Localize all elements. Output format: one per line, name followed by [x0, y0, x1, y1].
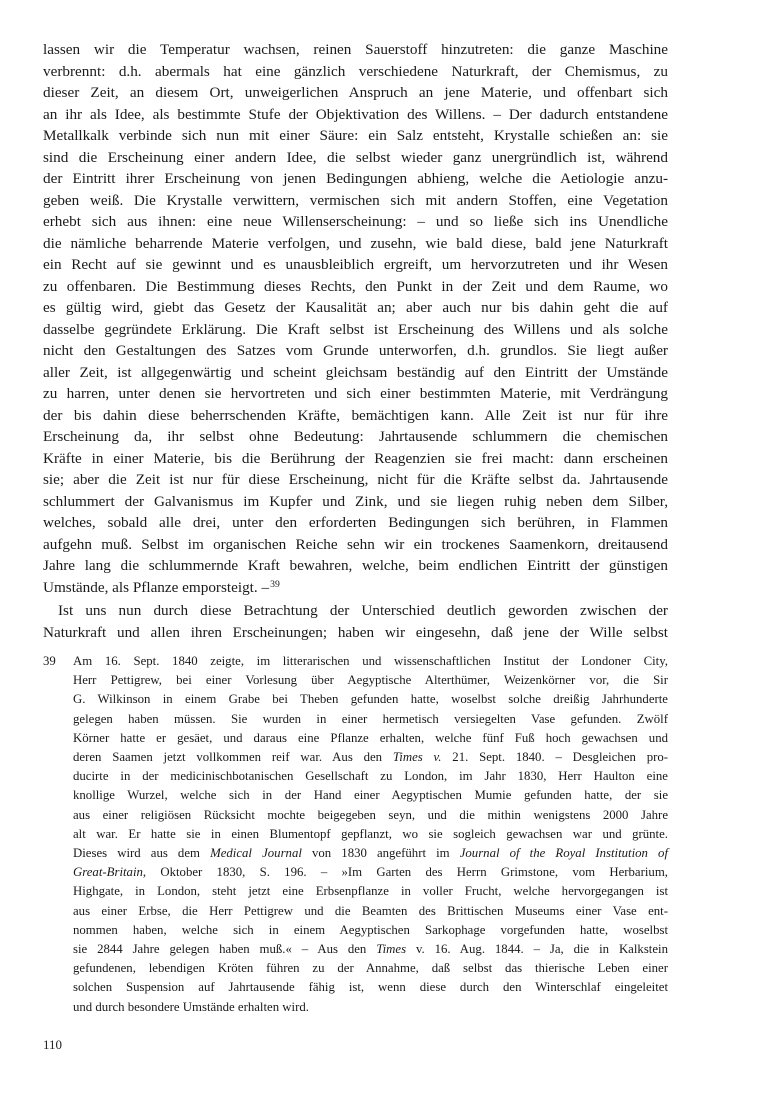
text-segment: G. Wilkinson in einem Grabe bei Theben gefunden hatte, woselbst solche dreißig Jahrhunderte [73, 692, 668, 707]
text-line [43, 190, 668, 212]
text-line [43, 555, 668, 577]
text-segment: Jahre lang die schlummernde Kraft bewahren, welche, beim endlichen Eintritt der günstigen [43, 557, 668, 574]
text-segment: erhebt sich aus ihnen: eine neue Willenserscheinung: – und so ließe sich ins Unendliche [43, 213, 668, 230]
text-segment: und durch besondere Umstände erhalten wird. [73, 999, 309, 1014]
text-line [73, 729, 668, 748]
text-segment: nommen haben, welche sich in einem Aegyptischen Sarkophage vorgefunden hatte, woselbst [73, 922, 668, 937]
text-segment: Highgate, in London, steht jetzt eine Erbsenpflanze in voller Frucht, welche hervorgegangen ist [73, 884, 668, 899]
text-segment: Herr Pettigrew, bei einer Vorlesung über Aegyptische Alterthümer, Weizenkörner vor, die Sir [73, 673, 668, 688]
text-segment: verbrennt: d.h. abermals hat eine gänzlich verschiedene Naturkraft, der Chemismus, zu [43, 62, 668, 80]
text-line [73, 748, 668, 767]
text-line [73, 767, 668, 786]
text-line [43, 448, 668, 470]
text-line [43, 297, 668, 319]
text-segment: zu harren, unter denen sie hervortreten und sich einer bestimmten Materie, mit Verdrängung [43, 385, 668, 402]
text-line [73, 902, 668, 921]
text-line [73, 959, 668, 978]
text-segment: welches, sobald alle drei, unter den erforderten Bedingungen sich berühren, in Flammen [43, 514, 668, 531]
text-line [73, 844, 668, 863]
text-segment: Kräfte in einer Materie, bis die Berührung der Reagenzien sie frei macht: dann erscheinen [43, 449, 668, 467]
text-segment: aus einer religiösen Rücksicht mochte beigegeben seyn, und die mithin wenigstens 2000 Jahre [73, 807, 668, 822]
text-line [43, 233, 668, 255]
text-segment: Körner hatte er gesäet, und daraus eine Pflanze erhalten, welche fünf Fuß hoch gewachsen und [73, 730, 668, 745]
text-line [43, 104, 668, 126]
text-segment: Dieses wird aus dem [73, 846, 211, 861]
text-line [73, 671, 668, 690]
text-line [43, 340, 668, 362]
text-segment: es gültig wird, giebt das Gesetz der Kausalität an; aber auch nur bis dahin geht die auf [43, 299, 668, 316]
text-line [43, 405, 668, 427]
text-segment: ducirte in der medicinischbotanischen Gesellschaft zu London, im Jahr 1830, Herr Haulton eine [73, 769, 668, 784]
text-line [73, 690, 668, 709]
text-segment: 21. Sept. 1840. – Desgleichen pro- [441, 750, 669, 765]
text-line [43, 512, 668, 534]
text-segment: aufgehn muß. Selbst im organischen Reiche sehn wir ein trockenes Saamenkorn, dreitausend [43, 535, 668, 553]
text-segment: dieser Zeit, an diesem Ort, unweigerlichen Anspruch an jene Materie, und offenbart sich [43, 84, 668, 101]
text-segment: sind die Erscheinung einer andern Idee, die selbst wieder ganz unergründlich ist, während [43, 148, 668, 166]
text-segment: alt war. Er hatte sie in einen Blumentopf gepflanzt, wo sie sogleich gewachsen war und grünte. [73, 826, 668, 841]
text-line [73, 806, 668, 825]
text-line [43, 254, 668, 276]
text-segment: der bis dahin diese beherrschenden Kräfte, bemächtigen kann. Alle Zeit ist nur für ihre [43, 406, 668, 424]
text-segment: sie 2844 Jahre gelegen haben muß.« – Aus den [73, 942, 377, 957]
text-segment: an ihr als Idee, als bestimmte Stufe der Objektivation des Willens. – Der dadurch entstandene [43, 105, 668, 123]
text-segment: sie; aber die Zeit ist nur für diese Erscheinung, nicht für die Kräfte selbst da. Jahrtausende [43, 471, 668, 488]
footnote-section [43, 652, 668, 1017]
text-segment: zu offenbaren. Die Bestimmung dieses Rechts, den Punkt in der Zeit und dem Raume, wo [43, 277, 668, 295]
text-segment: der Eintritt ihrer Erscheinung von jenen Bedingungen abhieng, welche die Aetiologie anzu- [43, 170, 668, 187]
text-segment: aller Zeit, ist allgegenwärtig und scheint gleichsam beständig auf den Eintritt der Umstände [43, 363, 668, 381]
text-line [73, 710, 668, 729]
paragraph-main [43, 39, 668, 600]
text-segment: deren Saamen jetzt vollkommen reif war. Aus den [73, 750, 393, 765]
text-line [43, 147, 668, 169]
text-line [43, 39, 668, 61]
text-segment: Times [376, 942, 407, 957]
text-line [73, 652, 668, 671]
text-segment: Times v. [392, 750, 442, 765]
page-number: 110 [43, 1037, 63, 1052]
text-segment: , Oktober 1830, S. 196. – »Im Garten des Herrn Grimstone, vom Herbarium, [142, 865, 668, 880]
text-line [73, 863, 668, 882]
text-line [43, 469, 668, 491]
text-segment: nicht den Gestaltungen des Satzes vom Grunde unterworfen, d.h. grundlos. Sie liegt außer [43, 342, 668, 359]
text-segment: Erscheinung da, ihr selbst ohne Bedeutung: Jahrtausende schlummern die chemischen [43, 428, 668, 445]
text-segment: die nämliche beharrende Materie verfolgen, und zusehn, wie bald diese, bald jene Naturkraft [43, 234, 668, 252]
text-segment: aus einer Erbse, die Herr Pettigrew und die Beamten des Brittischen Museums einer Vase ent- [73, 903, 668, 918]
text-line [43, 125, 668, 147]
text-segment: Journal of the Royal Institution of [459, 846, 669, 861]
text-segment: Medical Journal [210, 846, 302, 861]
text-line [43, 491, 668, 513]
text-segment: Ist uns nun durch diese Betrachtung der Unterschied deutlich geworden zwischen der [58, 602, 668, 619]
text-line [43, 211, 668, 233]
text-segment: Naturkraft und allen ihren Erscheinungen; haben wir eingesehn, daß jene der Wille selbst [43, 623, 668, 641]
text-line [43, 168, 668, 190]
text-segment: solchen Suspension auf Jahrtausende fähig ist, wenn diese durch den Winterschlaf eingeleitet [73, 980, 668, 995]
text-segment: v. 16. Aug. 1844. – Ja, die in Kalkstein [406, 942, 668, 957]
text-line [43, 426, 668, 448]
text-segment: Umstände, als Pflanze emporsteigt. – [43, 578, 270, 596]
text-segment: Great-Britain [73, 865, 143, 880]
text-line [73, 921, 668, 940]
text-segment: knollige Wurzel, welche sich in der Hand einer Aegyptischen Mumie gefunden hatte, der sie [73, 788, 668, 803]
text-line [73, 882, 668, 901]
text-segment: von 1830 angeführt im [301, 846, 460, 861]
text-line [43, 61, 668, 83]
text-line [73, 786, 668, 805]
text-line [43, 82, 668, 104]
footnote-marker: 39 [43, 654, 56, 668]
text-line [73, 940, 668, 959]
text-segment: gefundenen, lebendigen Kröten führen zu der Annahme, daß selbst das thierische Leben einer [73, 961, 668, 976]
text-segment: gelegen haben müssen. Sie wurden in einer hermetisch versiegelten Vase gefunden. Zwölf [73, 711, 668, 726]
text-line [43, 383, 668, 405]
text-line [73, 978, 668, 997]
text-segment: Am 16. Sept. 1840 zeigte, im litterarischen und wissenschaftlichen Institut der Londoner City, [73, 654, 668, 668]
footnote-reference: 39 [270, 578, 280, 590]
text-line [73, 825, 668, 844]
text-line [73, 998, 668, 1017]
text-line [43, 319, 668, 341]
footnote-text [73, 652, 668, 1017]
text-segment: Metallkalk verbinde sich nun mit einer Säure: ein Salz entsteht, Krystalle schießen an: sie [43, 127, 668, 144]
text-line [43, 622, 668, 644]
text-line [43, 276, 668, 298]
paragraph-second [43, 600, 668, 643]
text-segment: lassen wir die Temperatur wachsen, reinen Sauerstoff hinzutreten: die ganze Maschine [43, 41, 668, 58]
text-line [43, 362, 668, 384]
text-segment: ein Recht auf sie gewinnt und es unausbleiblich ergreift, um hervorzutreten und ihr Wesen [43, 256, 668, 273]
text-line [43, 577, 668, 601]
text-line [43, 534, 668, 556]
text-segment: dasselbe gegründete Erklärung. Die Kraft selbst ist Erscheinung des Willens und als solche [43, 320, 668, 338]
text-segment: geben weiß. Die Krystalle verwittern, vermischen sich mit andern Stoffen, eine Vegetation [43, 191, 668, 209]
text-segment: schlummert der Galvanismus im Kupfer und Zink, und sie liegen ruhig neben dem Silber, [43, 492, 668, 510]
text-line [43, 600, 668, 622]
text-block [43, 39, 668, 1017]
